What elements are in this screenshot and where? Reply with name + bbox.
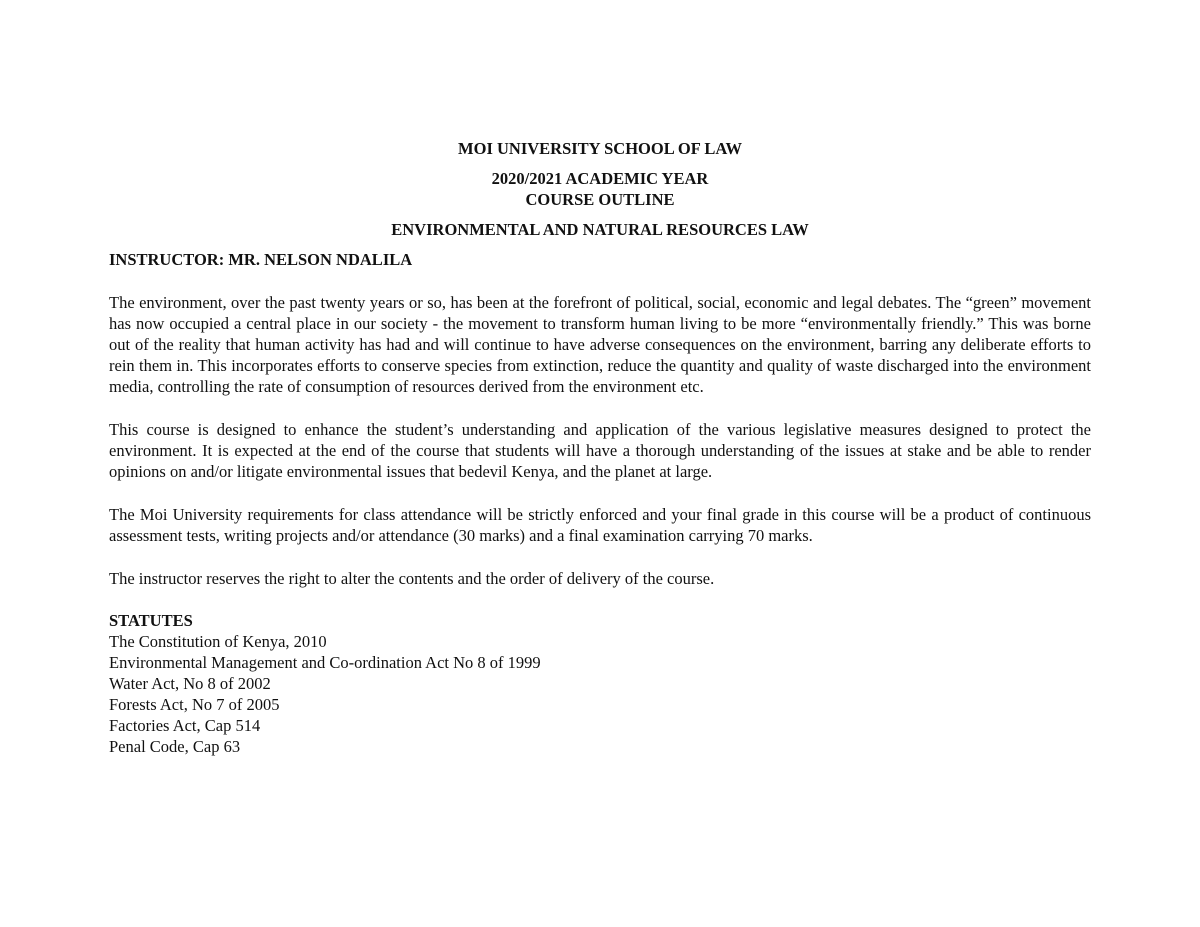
academic-year: 2020/2021 ACADEMIC YEAR <box>491 169 709 188</box>
statute-item: Penal Code, Cap 63 <box>109 737 241 756</box>
statute-item: Forests Act, No 7 of 2005 <box>109 695 280 714</box>
statute-item: Environmental Management and Co-ordination Act No 8 of 1999 <box>109 653 541 672</box>
paragraph-instructor-rights: The instructor reserves the right to alter the contents and the order of delivery of the course. <box>109 569 715 588</box>
statutes-heading: STATUTES <box>109 611 193 630</box>
document-body <box>109 138 1091 757</box>
course-title: ENVIRONMENTAL AND NATURAL RESOURCES LAW <box>391 220 809 239</box>
course-outline-label: COURSE OUTLINE <box>525 190 675 209</box>
school-title: MOI UNIVERSITY SCHOOL OF LAW <box>458 139 742 158</box>
paragraph-course-aims: This course is designed to enhance the student’s understanding and application of the various legislative measures designed to protect the environment. It is expected at the end of the course that students will have a thorough understanding of the issues at stake and be able to render opinions on and/or litigate environmental issues that bedevil Kenya, and the planet at large. <box>109 420 1091 481</box>
statute-item: The Constitution of Kenya, 2010 <box>109 632 327 651</box>
paragraph-intro: The environment, over the past twenty years or so, has been at the forefront of political, social, economic and legal debates. The “green” movement has now occupied a central place in our society - the movement to transform human living to be more “environmentally friendly.” This was borne out of the reality that human activity has had and will continue to have adverse consequences on the environment, barring any deliberate efforts to rein them in. This incorporates efforts to conserve species from extinction, reduce the quantity and quality of waste discharged into the environment media, controlling the rate of consumption of resources derived from the environment etc. <box>109 293 1091 396</box>
statute-item: Factories Act, Cap 514 <box>109 716 261 735</box>
statute-item: Water Act, No 8 of 2002 <box>109 674 271 693</box>
paragraph-assessment: The Moi University requirements for class attendance will be strictly enforced and your final grade in this course will be a product of continuous assessment tests, writing projects and/or attendance (30 marks) and a final examination carrying 70 marks. <box>109 505 1091 545</box>
instructor-line: INSTRUCTOR: MR. NELSON NDALILA <box>109 250 413 269</box>
